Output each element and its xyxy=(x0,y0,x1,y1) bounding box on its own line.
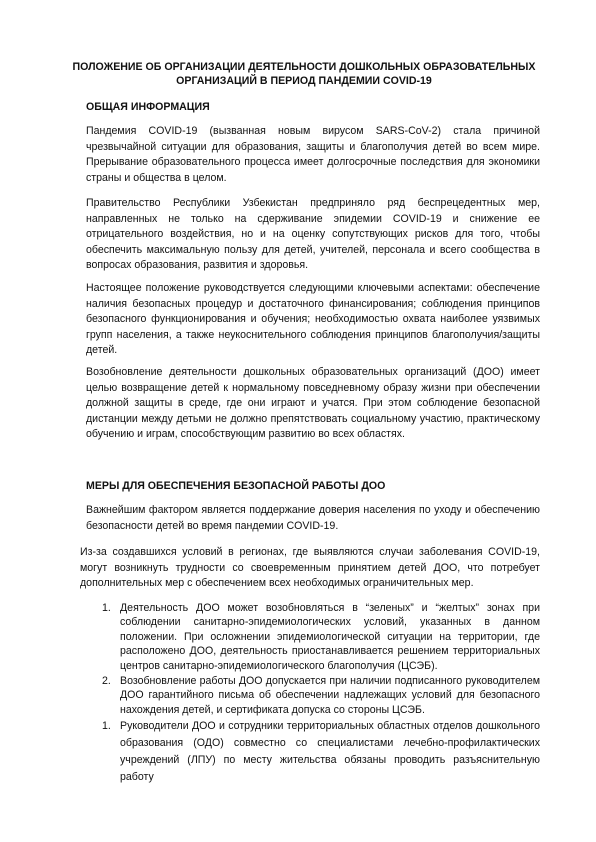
list-item xyxy=(86,718,540,786)
document-title: ПОЛОЖЕНИЕ ОБ ОРГАНИЗАЦИИ ДЕЯТЕЛЬНОСТИ ДОШКОЛЬНЫХ ОБРАЗОВАТЕЛЬНЫХ ОРГАНИЗАЦИЙ В ПЕРИОД ПАНДЕМИИ COVID-19 xyxy=(72,61,536,87)
paragraph: Пандемия COVID-19 (вызванная новым вирусом SARS-CoV-2) стала причиной чрезвычайной ситуации для образования, защиты и благополучия детей во всем мире. Прерывание образовательного процесса имеет долгосрочные последствия для экономики страны и общества в целом. xyxy=(86,125,540,184)
paragraph: Из-за создавшихся условий в регионах, где выявляются случаи заболевания COVID-19, могут возникнуть трудности со своевременным принятием детей ДОО, что потребует дополнительных мер с обеспечением всех необходимых ограничительных мер. xyxy=(80,546,540,589)
paragraph: Важнейшим фактором является поддержание доверия населения по уходу и обеспечению безопасности детей во время пандемии COVID-19. xyxy=(86,504,540,532)
section-heading-general-info: ОБЩАЯ ИНФОРМАЦИЯ xyxy=(86,101,210,113)
list-item-number: 1. xyxy=(102,720,111,733)
list-item xyxy=(86,674,540,717)
list-item-number: 1. xyxy=(102,602,111,614)
paragraph: Настоящее положение руководствуется следующими ключевыми аспектами: обеспечение наличия безопасных процедур и достаточного финансирования; соблюдения принципов безопасного функционирования и обучения; необходимостью охвата наиболее уязвимых групп населения, а также неукоснительного соблюдения принципов благополучия/защиты детей. xyxy=(86,282,540,356)
section-heading-safety-measures: МЕРЫ ДЛЯ ОБЕСПЕЧЕНИЯ БЕЗОПАСНОЙ РАБОТЫ ДОО xyxy=(86,480,386,492)
measures-list xyxy=(86,601,540,787)
list-item xyxy=(86,601,540,673)
paragraph: Правительство Республики Узбекистан предприняло ряд беспрецедентных мер, направленных не только на сдерживание эпидемии COVID-19 и снижение ее отрицательного воздействия, но и на оценку сопутствующих рисков для того, чтобы обеспечить максимальную пользу для детей, учителей, персонала и всего сообщества в вопросах образования, развития и здоровья. xyxy=(86,197,540,271)
list-item-text: Руководители ДОО и сотрудники территориальных областных отделов дошкольного образования (ОДО) совместно со специалистами лечебно-профилактических учреждений (ЛПУ) по месту жительства обязаны проводить разъяснительную работу xyxy=(120,720,540,784)
list-item-number: 2. xyxy=(102,675,111,688)
paragraph: Возобновление деятельности дошкольных образовательных организаций (ДОО) имеет целью возвращение детей к нормальному повседневному образу жизни при обеспечении должной защиты в среде, где они играют и учатся. При этом соблюдение безопасной дистанции между детьми не должно препятствовать социальному участию, практическому обучению и играм, способствующим развитию во всех областях. xyxy=(86,366,540,440)
list-item-text: Деятельность ДОО может возобновляться в “зеленых” и “желтых” зонах при соблюдении санитарно-эпидемиологических условий, указанных в данном положении. При осложнении эпидемиологической ситуации на территории, где расположено ДОО, деятельность приостанавливается решением территориальных центров санитарно-эпидемиологического благополучия (ЦСЭБ). xyxy=(120,602,540,672)
list-item-text: Возобновление работы ДОО допускается при наличии подписанного руководителем ДОО гарантийного письма об обеспечении надлежащих условий для безопасного нахождения детей, и сертификата допуска со стороны ЦСЭБ. xyxy=(120,675,540,716)
